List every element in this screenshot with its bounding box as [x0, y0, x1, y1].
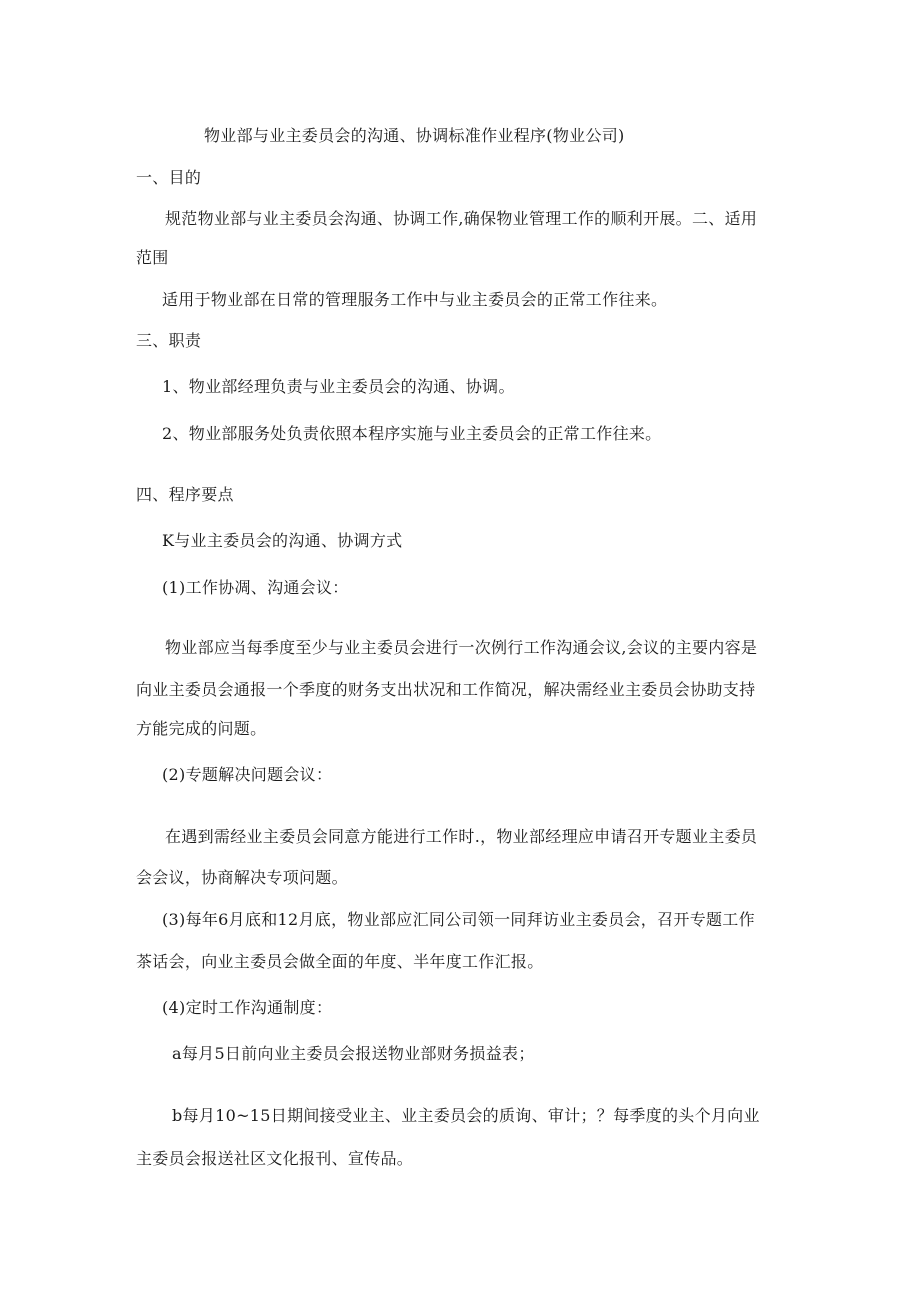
item4-a: a每月5日前向业主委员会报送物业部财务损益表； — [172, 1044, 535, 1063]
purpose-text-line2: 范围 — [136, 248, 169, 267]
item2-heading: (2)专题解决问题会议： — [162, 765, 333, 784]
scope-text: 适用于物业部在日常的管理服务工作中与业主委员会的正常工作往来。 — [162, 290, 668, 309]
item4-heading: (4)定时工作沟通制度： — [162, 998, 333, 1017]
item4-b-line2: 主委员会报送社区文化报刊、宣传品。 — [136, 1149, 414, 1168]
item1-text-line1: 物业部应当每季度至少与业主委员会进行一次例行工作沟通会议,会议的主要内容是 — [165, 638, 758, 657]
item1-text-line2: 向业主委员会通报一个季度的财务支出状况和工作简况，解决需经业主委员会协助支持 — [136, 680, 756, 699]
section-heading-duty: 三、职责 — [136, 331, 202, 350]
section-heading-procedure: 四、程序要点 — [136, 485, 234, 504]
item1-heading: (1)工作协凋、沟通会议： — [162, 578, 349, 597]
item3-line2: 茶话会，向业主委员会做全面的年度、半年度工作汇报。 — [136, 952, 544, 971]
purpose-text-line1: 规范物业部与业主委员会沟通、协调工作,确保物业管理工作的顺利开展。二、适用 — [165, 209, 758, 228]
item3-line1: (3)每年6月底和12月底，物业部应汇同公司领一同拜访业主委员会，召开专题工作 — [162, 910, 755, 929]
document-title: 物业部与业主委员会的沟通、协调标准作业程序(物业公司) — [204, 126, 625, 145]
procedure-subheading: K与业主委员会的沟通、协调方式 — [162, 531, 403, 550]
item4-b-line1: b每月10~15日期间接受业主、业主委员会的质询、审计；？每季度的头个月向业 — [172, 1106, 760, 1125]
duty-item-1: 1、物业部经理负责与业主委员会的沟通、协调。 — [162, 377, 515, 396]
duty-item-2: 2、物业部服务处负责依照本程序实施与业主委员会的正常工作往来。 — [162, 424, 662, 443]
section-heading-purpose: 一、目的 — [136, 168, 202, 187]
item2-text-line2: 会会议，协商解决专项问题。 — [136, 868, 348, 887]
item1-text-line3: 方能完成的问题。 — [136, 719, 267, 738]
item2-text-line1: 在遇到需经业主委员会同意方能进行工作时.，物业部经理应申请召开专题业主委员 — [165, 827, 758, 846]
